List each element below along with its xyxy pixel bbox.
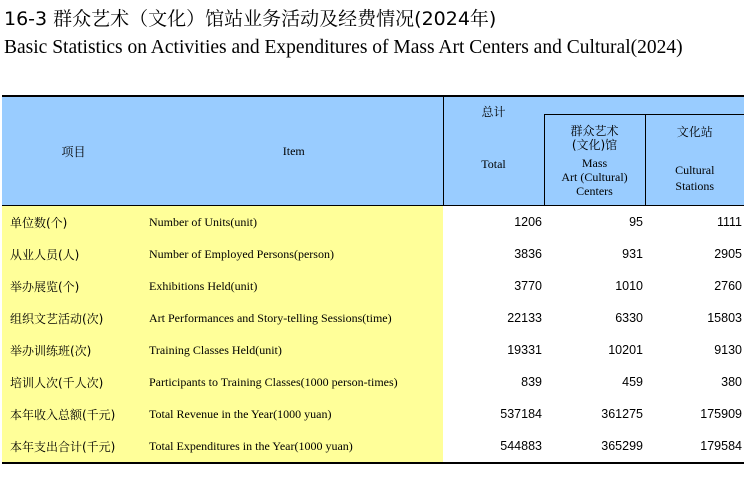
header-total-en: Total [481,157,506,171]
table-body [2,206,744,464]
header-cs-en-1: Cultural [675,162,715,177]
row-item-en: Training Classes Held(unit) [145,334,443,366]
row-mass: 10201 [608,343,643,357]
page-title-english: Basic Statistics on Activities and Expenditures of Mass Art Centers and Cultural(2024) [4,37,683,58]
row-total: 537184 [500,407,542,421]
row-item-cn: 单位数(个) [2,206,145,239]
header-spacer-mass [544,96,645,115]
table-row [2,270,744,302]
table-row [2,366,744,398]
table-row [2,334,744,366]
row-cs: 2905 [714,247,742,261]
row-total: 544883 [443,430,544,463]
table-row [2,206,744,239]
row-mass: 95 [629,215,643,229]
row-cs: 15803 [707,311,742,325]
row-mass: 931 [622,247,643,261]
row-item-en: Art Performances and Story-telling Sessions(time) [145,302,443,334]
row-item-cn: 本年收入总额(千元) [2,398,145,430]
table-row [2,238,744,270]
table-row [2,302,744,334]
header-mass-en-3: Centers [576,184,613,198]
row-item-en: Total Expenditures in the Year(1000 yuan) [145,430,443,463]
row-total: 1206 [514,215,542,229]
row-cs: 2760 [714,279,742,293]
row-mass: 6330 [615,311,643,325]
table-row [2,398,744,430]
header-mass-en-2: Art (Cultural) [561,170,628,184]
row-total: 3836 [514,247,542,261]
row-item-cn: 举办训练班(次) [2,334,145,366]
row-item-en: Participants to Training Classes(1000 person-times) [145,366,443,398]
row-item-en: Number of Employed Persons(person) [145,238,443,270]
row-item-en: Number of Units(unit) [145,206,443,239]
row-mass: 1010 [615,279,643,293]
row-cs: 9130 [714,343,742,357]
header-spacer-cs [645,96,744,115]
row-item-cn: 举办展览(个) [2,270,145,302]
row-item-cn: 从业人员(人) [2,238,145,270]
header-cultural-stations [645,115,744,206]
header-mass-cn-2: (文化)馆 [571,138,618,152]
row-item-en: Total Revenue in the Year(1000 yuan) [145,398,443,430]
row-item-en: Exhibitions Held(unit) [145,270,443,302]
header-mass-cn-1: 群众艺术 [570,124,619,138]
header-item-en [145,96,443,206]
row-cs: 380 [721,375,742,389]
statistics-table [2,95,744,464]
row-mass: 361275 [601,407,643,421]
header-cs-en-2: Stations [675,178,715,193]
table-header [2,96,744,206]
row-item-cn: 本年支出合计(千元) [2,430,145,463]
row-cs: 1111 [716,215,742,229]
row-mass: 365299 [544,430,645,463]
row-cs: 179584 [645,430,744,463]
header-cs-cn: 文化站 [676,124,713,139]
row-item-cn: 培训人次(千人次) [2,366,145,398]
header-item-en-label: Item [282,143,305,158]
header-item-cn-label: 项目 [61,144,86,159]
row-total: 19331 [507,343,542,357]
page-title-chinese: 16-3 群众艺术（文化）馆站业务活动及经费情况(2024年) [4,8,497,30]
row-total: 22133 [507,311,542,325]
row-item-cn: 组织文艺活动(次) [2,302,145,334]
row-total: 839 [521,375,542,389]
row-mass: 459 [622,375,643,389]
row-cs: 175909 [700,407,742,421]
row-total: 3770 [514,279,542,293]
header-mass-en-1: Mass [581,156,608,170]
header-total [443,96,544,206]
header-total-cn: 总计 [481,105,506,119]
header-item-cn [2,96,145,206]
table-row [2,430,744,463]
header-mass-art [544,115,645,206]
